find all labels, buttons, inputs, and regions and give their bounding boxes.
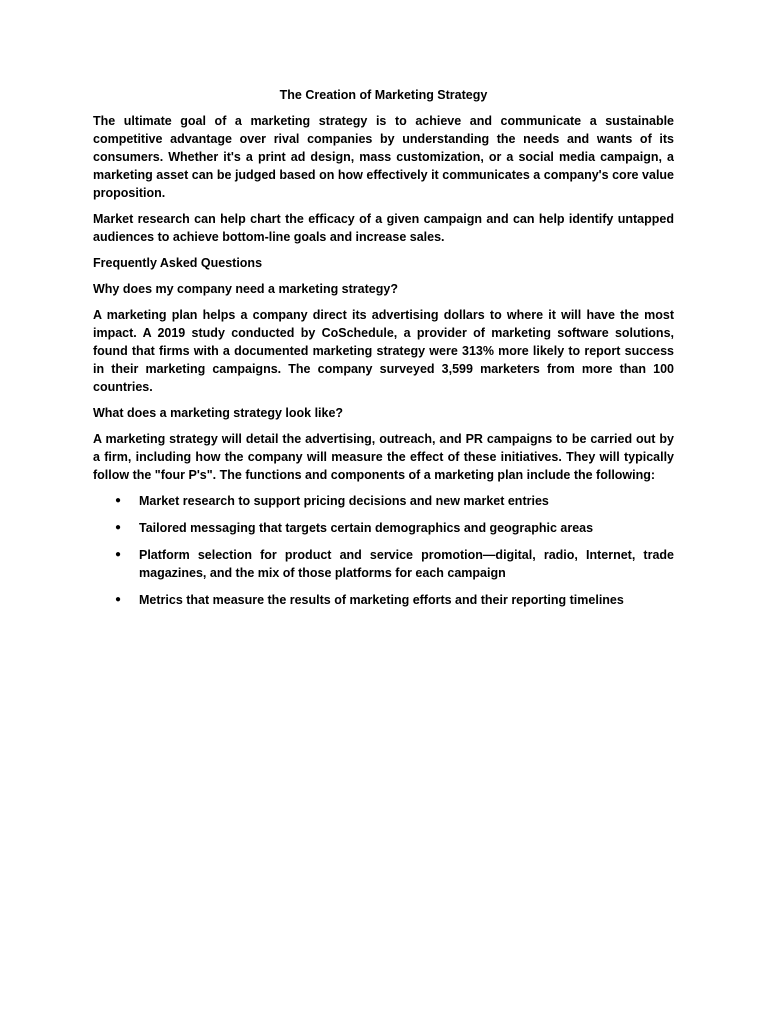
- faq-answer: A marketing strategy will detail the advertising, outreach, and PR campaigns to be carried out by a firm, including how the company will measure the effect of these initiatives. They will typically follow the "four P's". The functions and components of a marketing plan include the following:: [93, 432, 674, 482]
- faq-question: What does a marketing strategy look like?: [93, 406, 344, 420]
- bullet-icon: ●: [115, 549, 122, 560]
- list-item-text: Metrics that measure the results of marketing efforts and their reporting timelines: [139, 593, 624, 607]
- list-item: [93, 591, 674, 609]
- faq-question: Why does my company need a marketing strategy?: [93, 282, 398, 296]
- intro-paragraph: The ultimate goal of a marketing strategy is to achieve and communicate a sustainable competitive advantage over rival companies by understanding the needs and wants of its consumers. Whether it's a print ad design, mass customization, or a social media campaign, a marketing asset can be judged based on how effectively it communicates a company's core value proposition.: [93, 114, 674, 200]
- list-item: [93, 519, 674, 537]
- list-item-text: Market research to support pricing decisions and new market entries: [139, 494, 549, 508]
- faq-heading: Frequently Asked Questions: [93, 256, 263, 270]
- faq-answer: A marketing plan helps a company direct its advertising dollars to where it will have the most impact. A 2019 study conducted by CoSchedule, a provider of marketing software solutions, found that firms with a documented marketing strategy were 313% more likely to report success in their marketing campaigns. The company surveyed 3,599 marketers from more than 100 countries.: [93, 308, 674, 394]
- list-item-text: Platform selection for product and service promotion—digital, radio, Internet, trade magazines, and the mix of those platforms for each campaign: [139, 548, 674, 580]
- intro-paragraph: Market research can help chart the efficacy of a given campaign and can help identify untapped audiences to achieve bottom-line goals and increase sales.: [93, 212, 674, 244]
- bullet-icon: ●: [115, 495, 122, 506]
- bullet-icon: ●: [115, 594, 122, 605]
- component-list: [93, 492, 674, 609]
- list-item: [93, 546, 674, 582]
- document-page: [93, 86, 674, 618]
- document-title: The Creation of Marketing Strategy: [279, 88, 488, 102]
- bullet-icon: ●: [115, 522, 122, 533]
- list-item: [93, 492, 674, 510]
- list-item-text: Tailored messaging that targets certain demographics and geographic areas: [139, 521, 594, 535]
